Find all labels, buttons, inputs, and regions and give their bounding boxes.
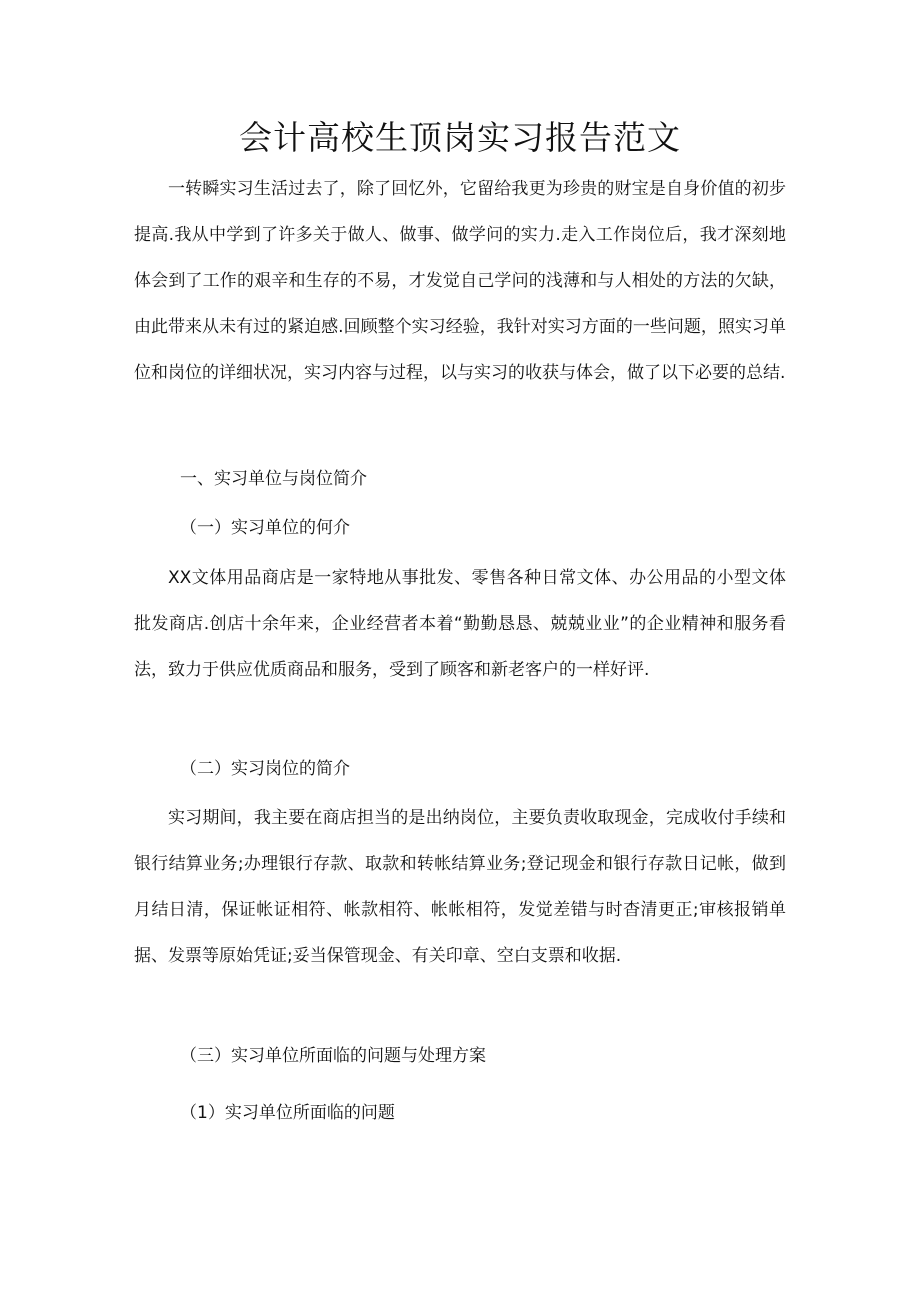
subsection-3-heading: （三）实习单位所面临的问题与处理方案 (180, 1046, 486, 1066)
item-1-heading: （1）实习单位所面临的问题 (180, 1103, 395, 1123)
subsection-2-paragraph: 实习期间，我主要在商店担当的是出纳岗位，主要负责收取现金，完成收付手续和银行结算业务;办理银行存款、取款和转帐结算业务;登记现金和银行存款日记帐，做到月结日清，保证帐证相符、帐款相符、帐帐相符，发觉差错与时杳清更正;审核报销单据、发票等原始凭证;妥当保管现金、有关印章、空白支票和收据. (134, 808, 786, 966)
subsection-2-heading: （二）实习岗位的简介 (180, 759, 350, 779)
intro-paragraph: 一转瞬实习生活过去了，除了回忆外，它留给我更为珍贵的财宝是自身价值的初步提高.我从中学到了许多关于做人、做事、做学问的实力.走入工作岗位后，我才深刻地体会到了工作的艰辛和生存的不易，才发觉自己学问的浅薄和与人相处的方法的欠缺，由此带来从未有过的紧迫感.回顾整个实习经验，我针对实习方面的一些问题，照实习单位和岗位的详细状况，实习内容与过程，以与实习的收获与体会，做了以下必要的总结. (134, 179, 786, 383)
subsection-1-paragraph: XX文体用品商店是一家特地从事批发、零售各种日常文体、办公用品的小型文体批发商店.创店十余年来，企业经营者本着“勤勤恳恳、兢兢业业”的企业精神和服务看法，致力于供应优质商品和服务，受到了顾客和新老客户的一样好评. (134, 568, 786, 680)
document-title: 会计高校生顶岗实习报告范文 (239, 118, 681, 157)
subsection-1-heading: （一）实习单位的何介 (180, 518, 350, 538)
section-1-heading: 一、实习单位与岗位简介 (180, 469, 367, 489)
